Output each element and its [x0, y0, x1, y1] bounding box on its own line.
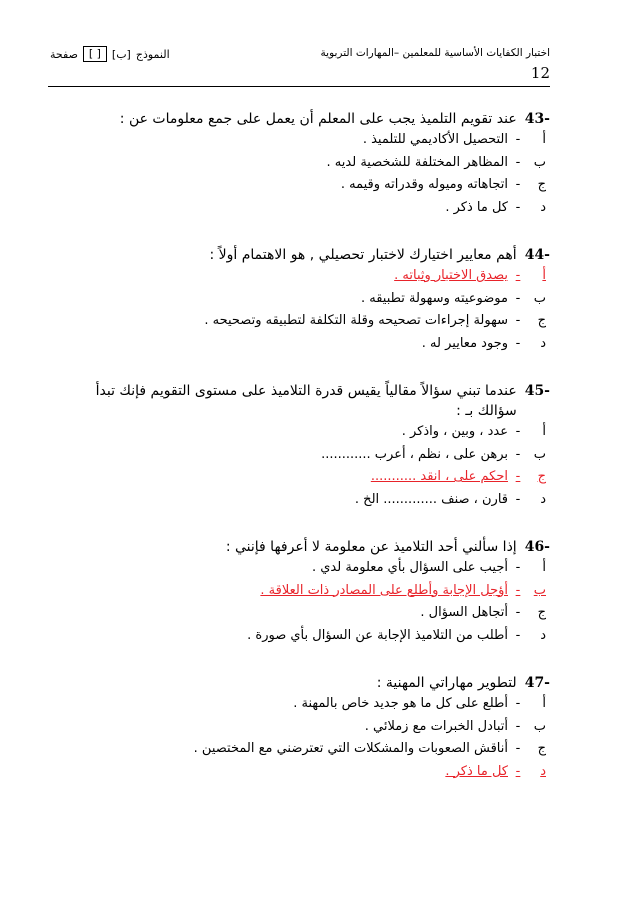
- question-number: 43-: [524, 111, 550, 127]
- answer-option[interactable]: [60, 625, 546, 648]
- option-label: أ: [542, 560, 546, 575]
- option-dash: -: [515, 199, 521, 215]
- question-number: 46-: [524, 539, 550, 555]
- answer-option[interactable]: [60, 716, 546, 739]
- option-text: أطلع على كل ما هو جديد خاص بالمهنة .: [293, 696, 508, 711]
- option-label: أ: [542, 132, 546, 147]
- option-dash: -: [515, 763, 521, 779]
- options-list: [60, 421, 550, 511]
- question-stem: [60, 537, 550, 557]
- question-text: عند تقويم التلميذ يجب على المعلم أن يعمل على جمع معلومات عن :: [119, 111, 517, 127]
- option-label: أ: [542, 696, 546, 711]
- option-text: عدد ، وبين ، واذكر .: [401, 424, 508, 439]
- answer-option[interactable]: [60, 444, 546, 467]
- option-label: ب: [533, 154, 546, 170]
- option-label: ب: [533, 290, 546, 306]
- option-dash: -: [515, 154, 521, 170]
- question-43: [60, 109, 550, 219]
- header-divider: [48, 86, 550, 87]
- question-text: أهم معايير اختيارك لاختبار تحصيلي , هو الاهتمام أولاً :: [209, 247, 517, 263]
- page-label: صفحة: [50, 47, 78, 61]
- page-number: 12: [530, 64, 550, 82]
- answer-option[interactable]: [60, 738, 546, 761]
- option-text: أؤجل الإجابة وأطلع على المصادر ذات العلاقة .: [260, 582, 508, 598]
- option-label: ج: [537, 605, 546, 620]
- answer-option[interactable]: [60, 129, 546, 152]
- answer-option-correct[interactable]: [60, 761, 546, 784]
- answer-option-correct[interactable]: [60, 466, 546, 489]
- question-text: لتطوير مهاراتي المهنية :: [376, 675, 517, 691]
- question-45: [60, 381, 550, 511]
- option-dash: -: [515, 627, 521, 643]
- option-dash: -: [515, 605, 521, 620]
- answer-option[interactable]: [60, 557, 546, 580]
- option-dash: -: [515, 290, 521, 306]
- answer-option[interactable]: [60, 602, 546, 625]
- option-label: ج: [537, 469, 546, 484]
- option-text: موضوعيته وسهولة تطبيقه .: [360, 290, 508, 306]
- answer-option[interactable]: [60, 310, 546, 333]
- option-text: التحصيل الأكاديمي للتلميذ .: [362, 132, 508, 147]
- option-text: أتبادل الخبرات مع زملائي .: [364, 718, 508, 734]
- option-dash: -: [515, 560, 521, 575]
- option-text: أناقش الصعوبات والمشكلات التي تعترضني مع المختصين .: [193, 741, 508, 756]
- option-dash: -: [515, 313, 521, 328]
- question-44: [60, 245, 550, 355]
- questions-list: [60, 109, 550, 809]
- option-dash: -: [515, 696, 521, 711]
- answer-option-correct[interactable]: [60, 265, 546, 288]
- option-text: كل ما ذكر .: [445, 199, 508, 215]
- model-label: النموذج: [135, 47, 170, 61]
- document-header-title: اختبار الكفايات الأساسية للمعلمين –المهارات التربوية: [320, 47, 550, 59]
- option-dash: -: [515, 132, 521, 147]
- question-number: 44-: [524, 247, 550, 263]
- option-label: ب: [533, 718, 546, 734]
- option-text: أطلب من التلاميذ الإجابة عن السؤال بأي صورة .: [247, 627, 508, 643]
- question-46: [60, 537, 550, 647]
- question-stem: [60, 109, 550, 129]
- option-dash: -: [515, 446, 521, 462]
- option-text: احكم على ، انقد ...........: [370, 469, 508, 484]
- answer-option[interactable]: [60, 693, 546, 716]
- question-stem: [60, 381, 550, 421]
- answer-option[interactable]: [60, 288, 546, 311]
- option-text: المظاهر المختلفة للشخصية لديه .: [326, 154, 508, 170]
- option-text: يصدق الاختبار وثباته .: [394, 268, 508, 283]
- option-label: د: [540, 491, 546, 507]
- option-dash: -: [515, 335, 521, 351]
- option-dash: -: [515, 741, 521, 756]
- option-label: أ: [542, 268, 546, 283]
- option-dash: -: [515, 424, 521, 439]
- question-text: إذا سألني أحد التلاميذ عن معلومة لا أعرفها فإنني :: [225, 539, 517, 555]
- option-dash: -: [515, 177, 521, 192]
- option-label: ب: [533, 446, 546, 462]
- option-label: د: [540, 627, 546, 643]
- option-dash: -: [515, 491, 521, 507]
- option-label: د: [540, 199, 546, 215]
- option-text: سهولة إجراءات تصحيحه وقلة التكلفة لتطبيقه وتصحيحه .: [204, 313, 508, 328]
- option-dash: -: [515, 268, 521, 283]
- model-indicator: [50, 46, 170, 62]
- question-number: 47-: [524, 675, 550, 691]
- answer-option[interactable]: [60, 197, 546, 220]
- option-dash: -: [515, 582, 521, 598]
- question-stem: [60, 245, 550, 265]
- option-label: ج: [537, 313, 546, 328]
- answer-option[interactable]: [60, 421, 546, 444]
- option-dash: -: [515, 469, 521, 484]
- question-47: [60, 673, 550, 783]
- option-label: ج: [537, 177, 546, 192]
- answer-option[interactable]: [60, 333, 546, 356]
- answer-option-correct[interactable]: [60, 580, 546, 603]
- option-label: د: [540, 335, 546, 351]
- page-box: [83, 46, 107, 62]
- options-list: [60, 557, 550, 647]
- option-label: أ: [542, 424, 546, 439]
- option-text: أجيب على السؤال بأي معلومة لدي .: [311, 560, 508, 575]
- answer-option[interactable]: [60, 152, 546, 175]
- option-label: ب: [533, 582, 546, 598]
- option-text: اتجاهاته وميوله وقدراته وقيمه .: [340, 177, 508, 192]
- option-label: د: [540, 763, 546, 779]
- options-list: [60, 265, 550, 355]
- option-text: كل ما ذكر .: [445, 763, 508, 779]
- question-stem: [60, 673, 550, 693]
- answer-option[interactable]: [60, 489, 546, 512]
- options-list: [60, 693, 550, 783]
- option-text: وجود معايير له .: [421, 335, 508, 351]
- page-box-value: [ ]: [88, 47, 101, 60]
- option-label: ج: [537, 741, 546, 756]
- option-text: برهن على ، نظم ، أعرب ............: [321, 446, 508, 462]
- option-text: أتجاهل السؤال .: [420, 605, 508, 620]
- answer-option[interactable]: [60, 174, 546, 197]
- model-value: [ب]: [111, 47, 131, 61]
- question-number: 45-: [524, 383, 550, 399]
- option-text: قارن ، صنف ............. الخ .: [354, 491, 508, 507]
- option-dash: -: [515, 718, 521, 734]
- options-list: [60, 129, 550, 219]
- question-text: عندما تبني سؤالاً مقالياً يقيس قدرة التلاميذ على مستوى التقويم فإنك تبدأ سؤالك بـ :: [95, 383, 517, 419]
